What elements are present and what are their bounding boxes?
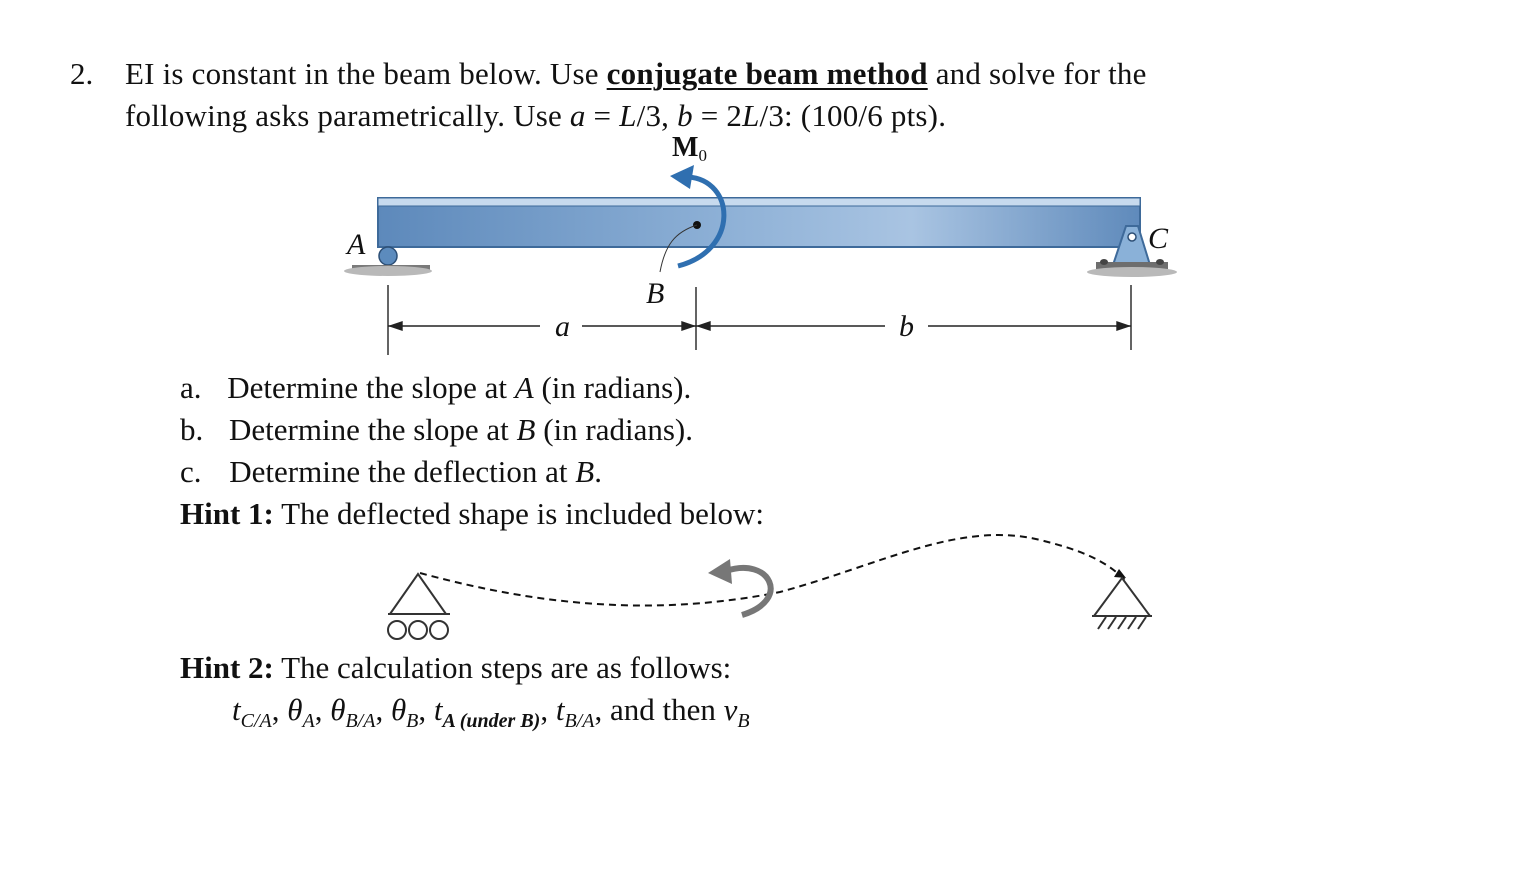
question-text: Determine the slope at bbox=[227, 370, 515, 405]
step-sub4: B bbox=[406, 710, 419, 732]
step-theta1: θ bbox=[287, 692, 303, 727]
step-sub5: A (under B) bbox=[442, 710, 541, 732]
moment-label bbox=[672, 132, 707, 166]
var-a: a bbox=[569, 98, 586, 133]
question-c bbox=[180, 454, 602, 490]
beam bbox=[378, 198, 1140, 247]
step-sub3: B/A bbox=[345, 710, 376, 732]
question-post: . bbox=[594, 454, 602, 489]
hint-2 bbox=[180, 650, 731, 686]
step-sub1: C/A bbox=[240, 710, 272, 732]
step-t2: t bbox=[433, 692, 443, 727]
hint-1-label: Hint 1: bbox=[180, 496, 274, 531]
method-name: conjugate beam method bbox=[606, 56, 928, 91]
step-t3: t bbox=[555, 692, 565, 727]
rotation-arrow-icon bbox=[708, 559, 771, 615]
var-L2: L bbox=[742, 98, 760, 133]
dim-label-a: a bbox=[555, 310, 570, 343]
step-sep1: , bbox=[271, 692, 288, 727]
question-post: (in radians). bbox=[533, 370, 692, 405]
roller-symbol bbox=[388, 574, 450, 639]
moment-label-sub: 0 bbox=[698, 146, 707, 165]
eq1: = bbox=[585, 98, 620, 133]
hint-1-text: The deflected shape is included below: bbox=[273, 496, 764, 531]
step-t1: t bbox=[232, 692, 241, 727]
question-text: Determine the deflection at bbox=[229, 454, 576, 489]
line1-start: EI is constant in the beam below. Use bbox=[125, 56, 599, 91]
dim-label-b: b bbox=[899, 310, 914, 343]
eq2b: /3: (100/6 pts). bbox=[759, 98, 947, 133]
hint-1 bbox=[180, 496, 764, 532]
step-sub2: A bbox=[302, 710, 315, 732]
question-marker: c. bbox=[180, 454, 202, 489]
step-and-then: , and then bbox=[594, 692, 724, 727]
step-sep5: , bbox=[540, 692, 556, 727]
label-a: A bbox=[347, 228, 366, 261]
question-var: A bbox=[514, 370, 534, 405]
question-var: B bbox=[516, 412, 536, 447]
question-a bbox=[180, 370, 691, 406]
step-sep2: , bbox=[314, 692, 331, 727]
eq2: = 2 bbox=[692, 98, 743, 133]
question-text: Determine the slope at bbox=[229, 412, 517, 447]
hint-2-label: Hint 2: bbox=[180, 650, 274, 685]
deflected-shape bbox=[420, 535, 1126, 605]
var-b: b bbox=[677, 98, 693, 133]
question-marker: a. bbox=[180, 370, 202, 405]
question-b bbox=[180, 412, 693, 448]
step-sep3: , bbox=[375, 692, 391, 727]
step-theta3: θ bbox=[390, 692, 407, 727]
label-b: B bbox=[646, 277, 665, 310]
eq1b: /3, bbox=[636, 98, 678, 133]
pin-symbol bbox=[1092, 578, 1152, 629]
moment-label-main: M bbox=[672, 132, 699, 163]
problem-number: 2. bbox=[70, 56, 94, 91]
step-sub7: B bbox=[737, 710, 750, 732]
label-c: C bbox=[1148, 222, 1169, 255]
hint-2-steps bbox=[232, 692, 750, 733]
var-L1: L bbox=[619, 98, 637, 133]
step-sub6: B/A bbox=[564, 710, 595, 732]
line2-text: following asks parametrically. Use bbox=[125, 98, 562, 133]
hint-2-text: The calculation steps are as follows: bbox=[273, 650, 732, 685]
question-var: B bbox=[575, 454, 595, 489]
question-post: (in radians). bbox=[535, 412, 693, 447]
step-v: v bbox=[723, 692, 738, 727]
question-marker: b. bbox=[180, 412, 204, 447]
step-theta2: θ bbox=[330, 692, 346, 727]
step-sep4: , bbox=[418, 692, 434, 727]
line1-end: and solve for the bbox=[935, 56, 1147, 91]
dimension-lines bbox=[388, 285, 1131, 355]
